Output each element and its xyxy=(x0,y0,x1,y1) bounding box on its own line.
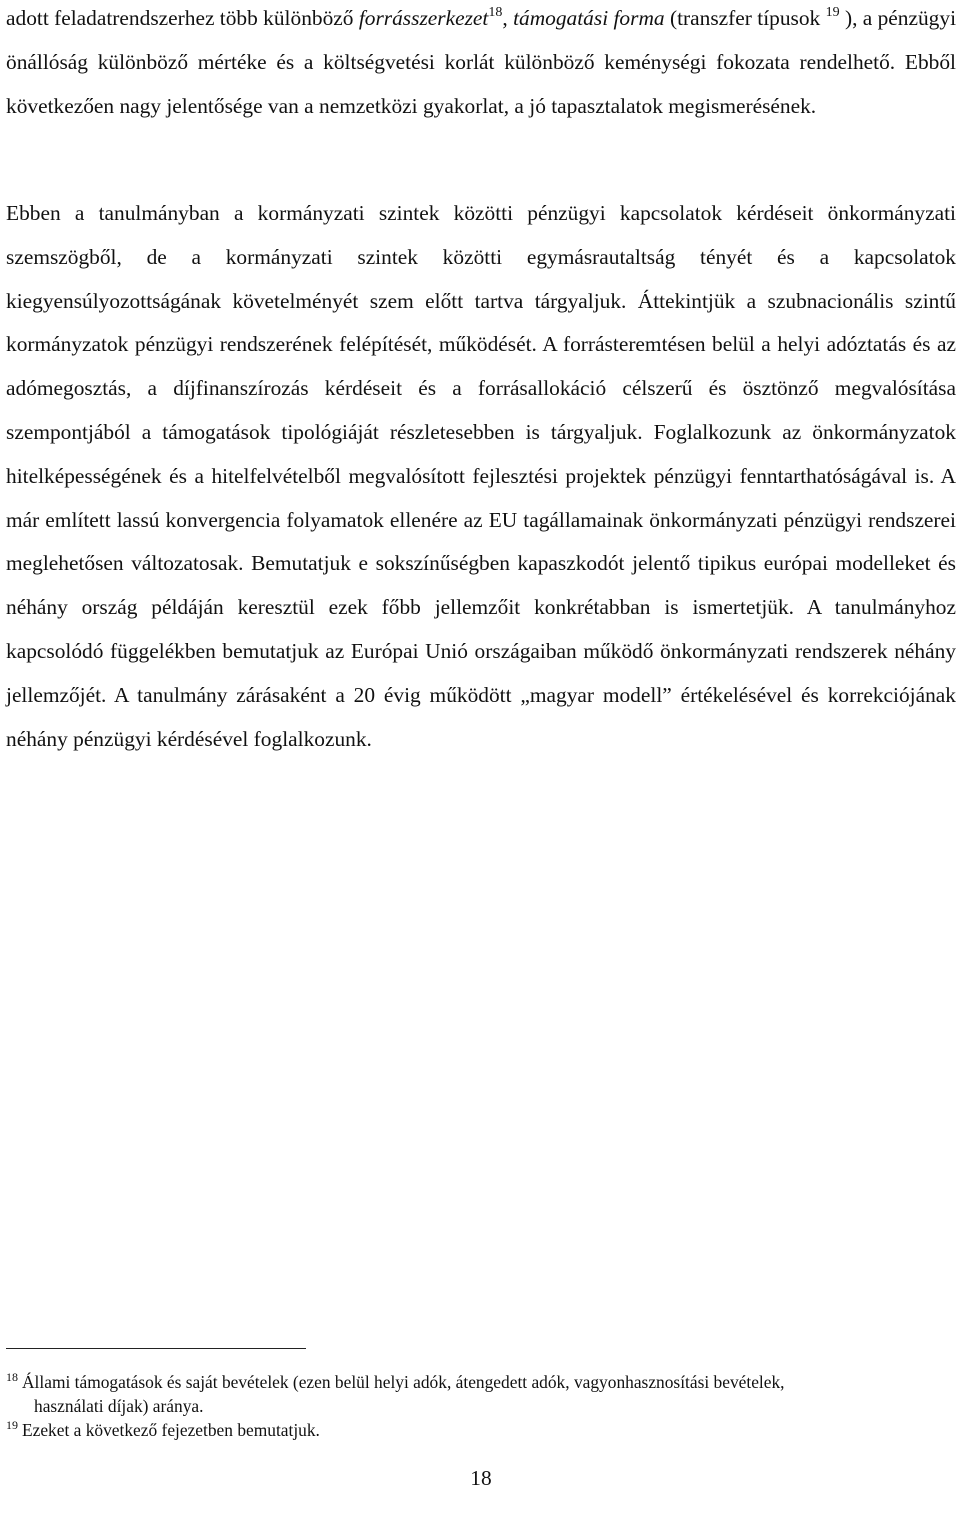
footnote-ref-19[interactable]: 19 xyxy=(825,5,840,20)
document-page xyxy=(6,0,956,1517)
footnote-text: Ezeket a következő fejezetben bemutatjuk. xyxy=(22,1420,320,1440)
footnote-18-continuation: használati díjak) aránya. xyxy=(34,1396,204,1416)
footnote-ref-18[interactable]: 18 xyxy=(488,5,503,20)
page-number: 18 xyxy=(470,1466,492,1490)
intro-paragraph xyxy=(6,0,956,128)
italic-term: forrásszerkezet xyxy=(358,6,489,30)
footnote-number: 19 xyxy=(6,1418,18,1432)
paragraph-text: (transzfer típusok xyxy=(664,6,826,30)
paragraph-text: , xyxy=(502,6,514,30)
main-paragraph: Ebben a tanulmányban a kormányzati szintek közötti pénzügyi kapcsolatok kérdéseit önkormányzati szemszögből, de a kormányzati szintek közötti egymásrautaltság tényét és a kapcsolatok kiegyensúlyozottságának követelményét szem előtt tartva tárgyaljuk. Áttekintjük a szubnacionális szintű kormányzatok pénzügyi rendszerének felépítését, működését. A forrásteremtésen belül a helyi adóztatás és az adómegosztás, a díjfinanszírozás kérdéseit és a forrásallokáció célszerű és ösztönző megvalósítása szempontjából a támogatások tipológiáját részletesebben is tárgyaljuk. Foglalkozunk az önkormányzatok hitelképességének és a hitelfelvételből megvalósított fejlesztési projektek pénzügyi fenntarthatóságával is. A már említett lassú konvergencia folyamatok ellenére az EU tagállamainak önkormányzati pénzügyi rendszerei meglehetősen változatosak. Bemutatjuk e sokszínűségben kapaszkodót jelentő tipikus európai modelleket és néhány ország példáján keresztül ezek főbb jellemzőit konkrétabban is ismertetjük. A tanulmányhoz kapcsolódó függelékben bemutatjuk az Európai Unió országaiban működő önkormányzati rendszerek néhány jellemzőjét. A tanulmány zárásaként a 20 évig működött „magyar modell” értékelésével és korrekciójának néhány pénzügyi kérdésével foglalkozunk. xyxy=(6,201,956,751)
footnote-text: Állami támogatások és saját bevételek (ezen belül helyi adók, átengedett adók, vagyonhasznosítási bevételek, xyxy=(22,1372,785,1392)
footnote-separator xyxy=(6,1348,306,1349)
paragraph-text: ), a pénzügyi önállóság különböző mértéke és a költségvetési korlát különböző keménységi fokozata rendelhető. Ebből következően nagy jelentősége van a nemzetközi gyakorlat, a jó tapasztalatok megismerésének. xyxy=(6,6,957,118)
footnote-19 xyxy=(6,1418,956,1442)
footnotes xyxy=(6,1370,956,1442)
footnote-18 xyxy=(6,1370,956,1394)
italic-term: támogatási forma xyxy=(513,6,665,30)
paragraph-text: adott feladatrendszerhez több különböző xyxy=(6,6,359,30)
footnote-number: 18 xyxy=(6,1370,18,1384)
